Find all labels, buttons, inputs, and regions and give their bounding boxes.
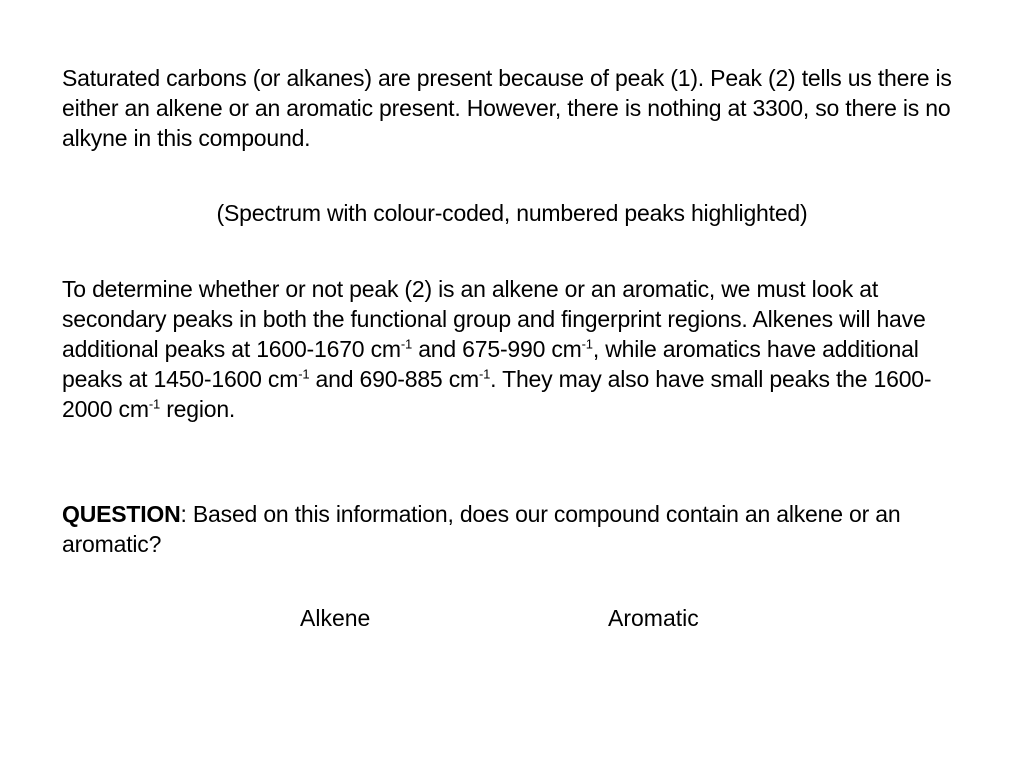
paragraph2-text-4: and 690-885 cm xyxy=(309,366,479,392)
superscript-minus-one: -1 xyxy=(298,366,310,382)
paragraph-alkene-vs-aromatic xyxy=(62,274,962,424)
paragraph2-text-1: To determine whether or not peak (2) is an alkene or an aromatic, we must look at secondary peaks in both the functional group and fingerprint regions. Alkenes will have additional peaks at 1600-1670 cm xyxy=(62,276,926,362)
paragraph2-text-2: and 675-990 cm xyxy=(412,336,582,362)
paragraph2-text-3: , while aromatics have additional peaks at 1450-1600 cm xyxy=(62,336,919,392)
superscript-minus-one: -1 xyxy=(478,366,491,382)
question-label: QUESTION xyxy=(62,501,181,527)
paragraph2-text-6: region. xyxy=(160,396,236,422)
question-paragraph xyxy=(62,499,962,559)
spectrum-caption: (Spectrum with colour-coded, numbered peaks highlighted) xyxy=(216,200,808,226)
question-text: : Based on this information, does our compound contain an alkene or an aromatic? xyxy=(62,501,901,557)
superscript-minus-one: -1 xyxy=(148,396,160,412)
answer-alkene-option[interactable]: Alkene xyxy=(300,605,371,631)
superscript-minus-one: -1 xyxy=(400,336,413,352)
superscript-minus-one: -1 xyxy=(581,336,593,352)
paragraph2-text-5: . They may also have small peaks the 1600-2000 cm xyxy=(62,366,932,422)
answer-aromatic-option[interactable]: Aromatic xyxy=(608,605,699,631)
paragraph-saturated-carbons: Saturated carbons (or alkanes) are present because of peak (1). Peak (2) tells us there is either an alkene or an aromatic present. However, there is nothing at 3300, so there is no alkyne in this compound. xyxy=(62,65,952,151)
